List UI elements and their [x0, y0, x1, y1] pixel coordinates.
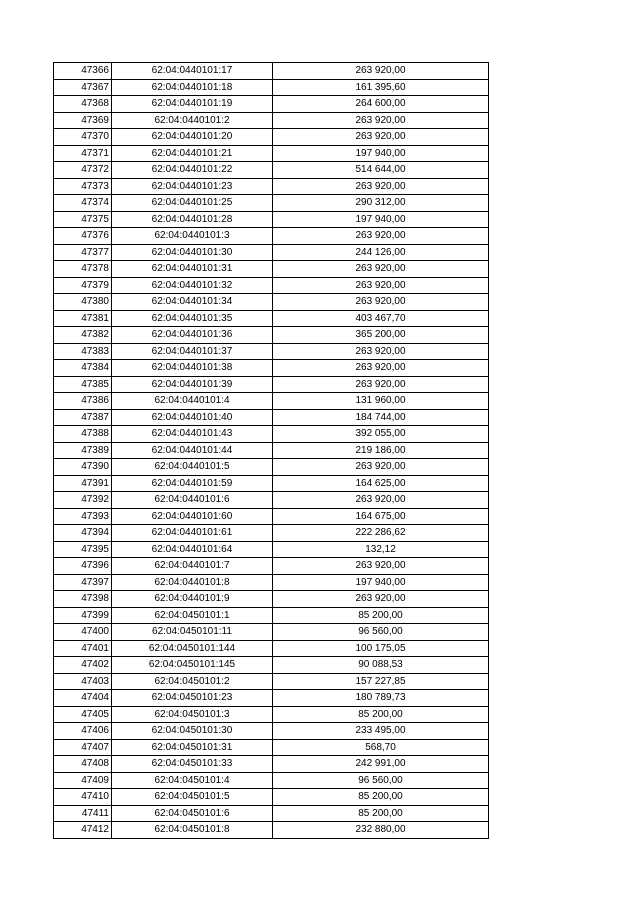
- cadastral-number-cell: 62:04:0440101:61: [112, 525, 273, 542]
- value-cell: 365 200,00: [273, 327, 489, 344]
- value-cell: 263 920,00: [273, 558, 489, 575]
- value-cell: 263 920,00: [273, 294, 489, 311]
- cadastral-number-cell: 62:04:0440101:40: [112, 409, 273, 426]
- cadastral-number-cell: 62:04:0440101:7: [112, 558, 273, 575]
- table-row: [54, 409, 489, 426]
- table-row: [54, 310, 489, 327]
- cadastral-number-cell: 62:04:0450101:2: [112, 673, 273, 690]
- cadastral-number-cell: 62:04:0440101:6: [112, 492, 273, 509]
- cadastral-number-cell: 62:04:0450101:5: [112, 789, 273, 806]
- cadastral-number-cell: 62:04:0440101:8: [112, 574, 273, 591]
- cadastral-number-cell: 62:04:0450101:33: [112, 756, 273, 773]
- row-number-cell: 47389: [54, 442, 112, 459]
- table-row: [54, 739, 489, 756]
- row-number-cell: 47383: [54, 343, 112, 360]
- table-row: [54, 508, 489, 525]
- row-number-cell: 47369: [54, 112, 112, 129]
- table-row: [54, 723, 489, 740]
- value-cell: 161 395,60: [273, 79, 489, 96]
- value-cell: 263 920,00: [273, 277, 489, 294]
- row-number-cell: 47375: [54, 211, 112, 228]
- cadastral-number-cell: 62:04:0440101:4: [112, 393, 273, 410]
- row-number-cell: 47408: [54, 756, 112, 773]
- row-number-cell: 47393: [54, 508, 112, 525]
- value-cell: 242 991,00: [273, 756, 489, 773]
- value-cell: 85 200,00: [273, 607, 489, 624]
- value-cell: 197 940,00: [273, 574, 489, 591]
- row-number-cell: 47400: [54, 624, 112, 641]
- table-row: [54, 805, 489, 822]
- table-row: [54, 673, 489, 690]
- table-row: [54, 591, 489, 608]
- value-cell: 96 560,00: [273, 772, 489, 789]
- row-number-cell: 47403: [54, 673, 112, 690]
- cadastral-number-cell: 62:04:0440101:30: [112, 244, 273, 261]
- table-row: [54, 541, 489, 558]
- row-number-cell: 47405: [54, 706, 112, 723]
- row-number-cell: 47402: [54, 657, 112, 674]
- cadastral-number-cell: 62:04:0440101:31: [112, 261, 273, 278]
- table-row: [54, 294, 489, 311]
- cadastral-number-cell: 62:04:0440101:5: [112, 459, 273, 476]
- value-cell: 180 789,73: [273, 690, 489, 707]
- table-row: [54, 129, 489, 146]
- row-number-cell: 47411: [54, 805, 112, 822]
- value-cell: 132,12: [273, 541, 489, 558]
- row-number-cell: 47391: [54, 475, 112, 492]
- value-cell: 131 960,00: [273, 393, 489, 410]
- cadastral-number-cell: 62:04:0450101:23: [112, 690, 273, 707]
- cadastral-number-cell: 62:04:0440101:64: [112, 541, 273, 558]
- value-cell: 96 560,00: [273, 624, 489, 641]
- row-number-cell: 47385: [54, 376, 112, 393]
- value-cell: 263 920,00: [273, 63, 489, 80]
- row-number-cell: 47374: [54, 195, 112, 212]
- cadastral-number-cell: 62:04:0440101:25: [112, 195, 273, 212]
- value-cell: 263 920,00: [273, 376, 489, 393]
- row-number-cell: 47409: [54, 772, 112, 789]
- table-row: [54, 195, 489, 212]
- row-number-cell: 47406: [54, 723, 112, 740]
- cadastral-number-cell: 62:04:0440101:34: [112, 294, 273, 311]
- table-row: [54, 277, 489, 294]
- value-cell: 263 920,00: [273, 112, 489, 129]
- cadastral-value-table: [53, 62, 489, 839]
- table-row: [54, 145, 489, 162]
- row-number-cell: 47371: [54, 145, 112, 162]
- row-number-cell: 47398: [54, 591, 112, 608]
- table-row: [54, 640, 489, 657]
- cadastral-number-cell: 62:04:0450101:30: [112, 723, 273, 740]
- cadastral-number-cell: 62:04:0440101:60: [112, 508, 273, 525]
- value-cell: 514 644,00: [273, 162, 489, 179]
- table-row: [54, 525, 489, 542]
- cadastral-number-cell: 62:04:0440101:35: [112, 310, 273, 327]
- table-row: [54, 442, 489, 459]
- row-number-cell: 47367: [54, 79, 112, 96]
- table-row: [54, 63, 489, 80]
- cadastral-number-cell: 62:04:0440101:39: [112, 376, 273, 393]
- table-row: [54, 624, 489, 641]
- value-cell: 263 920,00: [273, 360, 489, 377]
- value-cell: 244 126,00: [273, 244, 489, 261]
- cadastral-number-cell: 62:04:0440101:19: [112, 96, 273, 113]
- row-number-cell: 47370: [54, 129, 112, 146]
- cadastral-number-cell: 62:04:0440101:38: [112, 360, 273, 377]
- value-cell: 232 880,00: [273, 822, 489, 839]
- value-cell: 263 920,00: [273, 492, 489, 509]
- cadastral-number-cell: 62:04:0440101:23: [112, 178, 273, 195]
- table-row: [54, 79, 489, 96]
- value-cell: 392 055,00: [273, 426, 489, 443]
- value-cell: 403 467,70: [273, 310, 489, 327]
- row-number-cell: 47368: [54, 96, 112, 113]
- table-row: [54, 343, 489, 360]
- cadastral-number-cell: 62:04:0440101:36: [112, 327, 273, 344]
- cadastral-number-cell: 62:04:0440101:2: [112, 112, 273, 129]
- table-row: [54, 228, 489, 245]
- row-number-cell: 47373: [54, 178, 112, 195]
- row-number-cell: 47404: [54, 690, 112, 707]
- cadastral-number-cell: 62:04:0450101:145: [112, 657, 273, 674]
- value-cell: 184 744,00: [273, 409, 489, 426]
- value-cell: 219 186,00: [273, 442, 489, 459]
- cadastral-number-cell: 62:04:0450101:4: [112, 772, 273, 789]
- row-number-cell: 47388: [54, 426, 112, 443]
- value-cell: 197 940,00: [273, 211, 489, 228]
- value-cell: 263 920,00: [273, 591, 489, 608]
- row-number-cell: 47401: [54, 640, 112, 657]
- table-row: [54, 756, 489, 773]
- table-row: [54, 426, 489, 443]
- table-row: [54, 772, 489, 789]
- row-number-cell: 47387: [54, 409, 112, 426]
- cadastral-number-cell: 62:04:0450101:144: [112, 640, 273, 657]
- value-cell: 568,70: [273, 739, 489, 756]
- table-row: [54, 492, 489, 509]
- row-number-cell: 47386: [54, 393, 112, 410]
- value-cell: 197 940,00: [273, 145, 489, 162]
- value-cell: 85 200,00: [273, 706, 489, 723]
- value-cell: 263 920,00: [273, 129, 489, 146]
- value-cell: 263 920,00: [273, 459, 489, 476]
- cadastral-number-cell: 62:04:0440101:9: [112, 591, 273, 608]
- table-row: [54, 690, 489, 707]
- table-row: [54, 162, 489, 179]
- cadastral-number-cell: 62:04:0450101:31: [112, 739, 273, 756]
- cadastral-number-cell: 62:04:0440101:37: [112, 343, 273, 360]
- value-cell: 85 200,00: [273, 789, 489, 806]
- value-cell: 264 600,00: [273, 96, 489, 113]
- row-number-cell: 47395: [54, 541, 112, 558]
- row-number-cell: 47394: [54, 525, 112, 542]
- value-cell: 85 200,00: [273, 805, 489, 822]
- cadastral-number-cell: 62:04:0440101:21: [112, 145, 273, 162]
- row-number-cell: 47382: [54, 327, 112, 344]
- value-cell: 157 227,85: [273, 673, 489, 690]
- value-cell: 263 920,00: [273, 261, 489, 278]
- cadastral-number-cell: 62:04:0450101:1: [112, 607, 273, 624]
- value-cell: 164 625,00: [273, 475, 489, 492]
- cadastral-number-cell: 62:04:0450101:6: [112, 805, 273, 822]
- value-cell: 90 088,53: [273, 657, 489, 674]
- table-row: [54, 475, 489, 492]
- row-number-cell: 47412: [54, 822, 112, 839]
- table-row: [54, 112, 489, 129]
- value-cell: 233 495,00: [273, 723, 489, 740]
- cadastral-number-cell: 62:04:0440101:43: [112, 426, 273, 443]
- row-number-cell: 47381: [54, 310, 112, 327]
- cadastral-number-cell: 62:04:0440101:3: [112, 228, 273, 245]
- value-cell: 164 675,00: [273, 508, 489, 525]
- cadastral-number-cell: 62:04:0440101:17: [112, 63, 273, 80]
- table-row: [54, 657, 489, 674]
- value-cell: 290 312,00: [273, 195, 489, 212]
- cadastral-number-cell: 62:04:0450101:11: [112, 624, 273, 641]
- table-row: [54, 706, 489, 723]
- table-row: [54, 607, 489, 624]
- table-row: [54, 822, 489, 839]
- row-number-cell: 47396: [54, 558, 112, 575]
- cadastral-number-cell: 62:04:0450101:3: [112, 706, 273, 723]
- table-row: [54, 459, 489, 476]
- value-cell: 100 175,05: [273, 640, 489, 657]
- cadastral-number-cell: 62:04:0440101:32: [112, 277, 273, 294]
- value-cell: 263 920,00: [273, 228, 489, 245]
- table-row: [54, 393, 489, 410]
- table-row: [54, 244, 489, 261]
- row-number-cell: 47372: [54, 162, 112, 179]
- table-row: [54, 360, 489, 377]
- row-number-cell: 47390: [54, 459, 112, 476]
- row-number-cell: 47380: [54, 294, 112, 311]
- row-number-cell: 47384: [54, 360, 112, 377]
- table-row: [54, 327, 489, 344]
- row-number-cell: 47379: [54, 277, 112, 294]
- table-row: [54, 261, 489, 278]
- cadastral-number-cell: 62:04:0440101:28: [112, 211, 273, 228]
- row-number-cell: 47376: [54, 228, 112, 245]
- row-number-cell: 47397: [54, 574, 112, 591]
- table-row: [54, 574, 489, 591]
- table-row: [54, 789, 489, 806]
- row-number-cell: 47410: [54, 789, 112, 806]
- table-row: [54, 178, 489, 195]
- table-body: [54, 63, 489, 839]
- cadastral-number-cell: 62:04:0440101:22: [112, 162, 273, 179]
- row-number-cell: 47407: [54, 739, 112, 756]
- table-row: [54, 376, 489, 393]
- table-row: [54, 96, 489, 113]
- row-number-cell: 47399: [54, 607, 112, 624]
- value-cell: 263 920,00: [273, 178, 489, 195]
- cadastral-number-cell: 62:04:0440101:59: [112, 475, 273, 492]
- row-number-cell: 47392: [54, 492, 112, 509]
- value-cell: 222 286,62: [273, 525, 489, 542]
- cadastral-number-cell: 62:04:0440101:18: [112, 79, 273, 96]
- value-cell: 263 920,00: [273, 343, 489, 360]
- cadastral-number-cell: 62:04:0440101:44: [112, 442, 273, 459]
- row-number-cell: 47377: [54, 244, 112, 261]
- table-row: [54, 211, 489, 228]
- cadastral-number-cell: 62:04:0440101:20: [112, 129, 273, 146]
- row-number-cell: 47378: [54, 261, 112, 278]
- row-number-cell: 47366: [54, 63, 112, 80]
- table-row: [54, 558, 489, 575]
- cadastral-number-cell: 62:04:0450101:8: [112, 822, 273, 839]
